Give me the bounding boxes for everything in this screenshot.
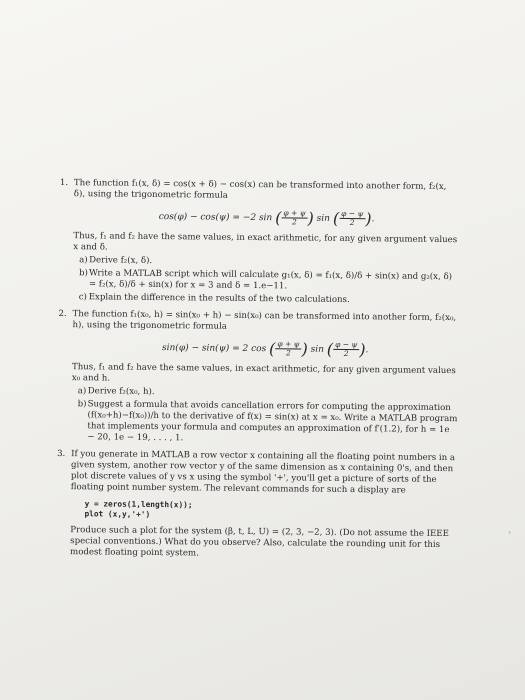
problem-number: 1.: [59, 178, 69, 189]
fraction: $\frac{\varphi + \psi}{2}$: [275, 340, 301, 357]
margin-mark: ›: [508, 528, 512, 537]
problem-2: [57, 309, 458, 447]
problem-1: [59, 178, 460, 307]
fraction: $\frac{\varphi - \psi}{2}$: [333, 341, 359, 358]
sub-part-b: b) Suggest a formula that avoids cancellation errors for computing the approximation (f(x₀+h)−f(x₀))/h to the derivative of f(x) = sin(x) at x = x₀. Write a MATLAB program that implements your formula and computes an approximation of f′(1.2), for h = 1e − 20, 1e − 19, . . . , 1.: [77, 399, 458, 444]
sub-part-b: b) Write a MATLAB script which will calculate g₁(x, δ) = f₁(x, δ)/δ + sin(x) and g₂(x, δ) = f₂(x, δ)/δ + sin(x) for x = 3 and δ = 1.e−11.: [78, 268, 453, 292]
problem-number: 2.: [58, 308, 67, 320]
problem-3: [56, 449, 457, 562]
sub-part-c: c) Explain the difference in the results of the two calculations.: [78, 292, 350, 306]
fraction: $\frac{\varphi + \psi}{2}$: [281, 209, 307, 226]
sub-parts: [73, 255, 459, 307]
problem-after: Thus, f₁ and f₂ have the same values, in exact arithmetic, for any given argument values x and δ.: [73, 231, 458, 253]
formula-mid: sin: [316, 213, 331, 224]
matlab-code: [84, 499, 456, 523]
trig-formula: cos(φ) − cos(ψ) = −2 sin ( $\frac{\varphi + \psi}{2}$ ) sin ( $\frac{\varphi - \psi}{2}$ ).: [158, 208, 375, 229]
code-line: plot (x,y,'+'): [84, 509, 151, 519]
problem-after: Produce such a plot for the system (β, t, L, U) = (2, 3, −2, 3). (Do not assume the IEEE special conventions.) What do you observe? Also, calculate the rounding unit for this modest floating point system.: [70, 525, 449, 559]
problem-intro: If you generate in MATLAB a row vector x containing all the floating point numbers in a given system, another row vector y of the same dimension as x containing 0's, and then plot discrete values of y vs x using the symbol '+', you'll get a picture of sorts of the floating point number system. The relevant commands for such a display are: [70, 449, 456, 496]
formula-lhs: sin(φ) − sin(ψ) = 2 cos: [161, 343, 267, 355]
sub-part-a: a) Derive f₂(x₀, h).: [77, 386, 155, 398]
code-line: y = zeros(1,length(x));: [84, 499, 193, 510]
problem-intro: The function f₁(x₀, h) = sin(x₀ + h) − sin(x₀) can be transformed into another form, f₂(x₀, h), using the trigonometric formula: [72, 309, 457, 332]
problem-after: Thus, f₁ and f₂ have the same values, in exact arithmetic, for any given argument values x₀ and h.: [71, 362, 456, 384]
problem-intro: The function f₁(x, δ) = cos(x + δ) − cos(x) can be transformed into another form, f₂(x, δ), using the trigonometric formula: [73, 178, 447, 201]
problem-list: [56, 178, 460, 568]
sub-parts: [71, 386, 458, 447]
fraction: $\frac{\varphi - \psi}{2}$: [339, 210, 365, 227]
sub-part-a: a) Derive f₂(x, δ).: [79, 255, 153, 266]
trig-formula: sin(φ) − sin(ψ) = 2 cos ( $\frac{\varphi + \psi}{2}$ ) sin ( $\frac{\varphi - \psi}{2}$ ).: [161, 339, 369, 360]
problem-number: 3.: [57, 448, 66, 460]
formula-lhs: cos(φ) − cos(ψ) = −2 sin: [158, 212, 273, 224]
formula-mid: sin: [310, 344, 325, 355]
